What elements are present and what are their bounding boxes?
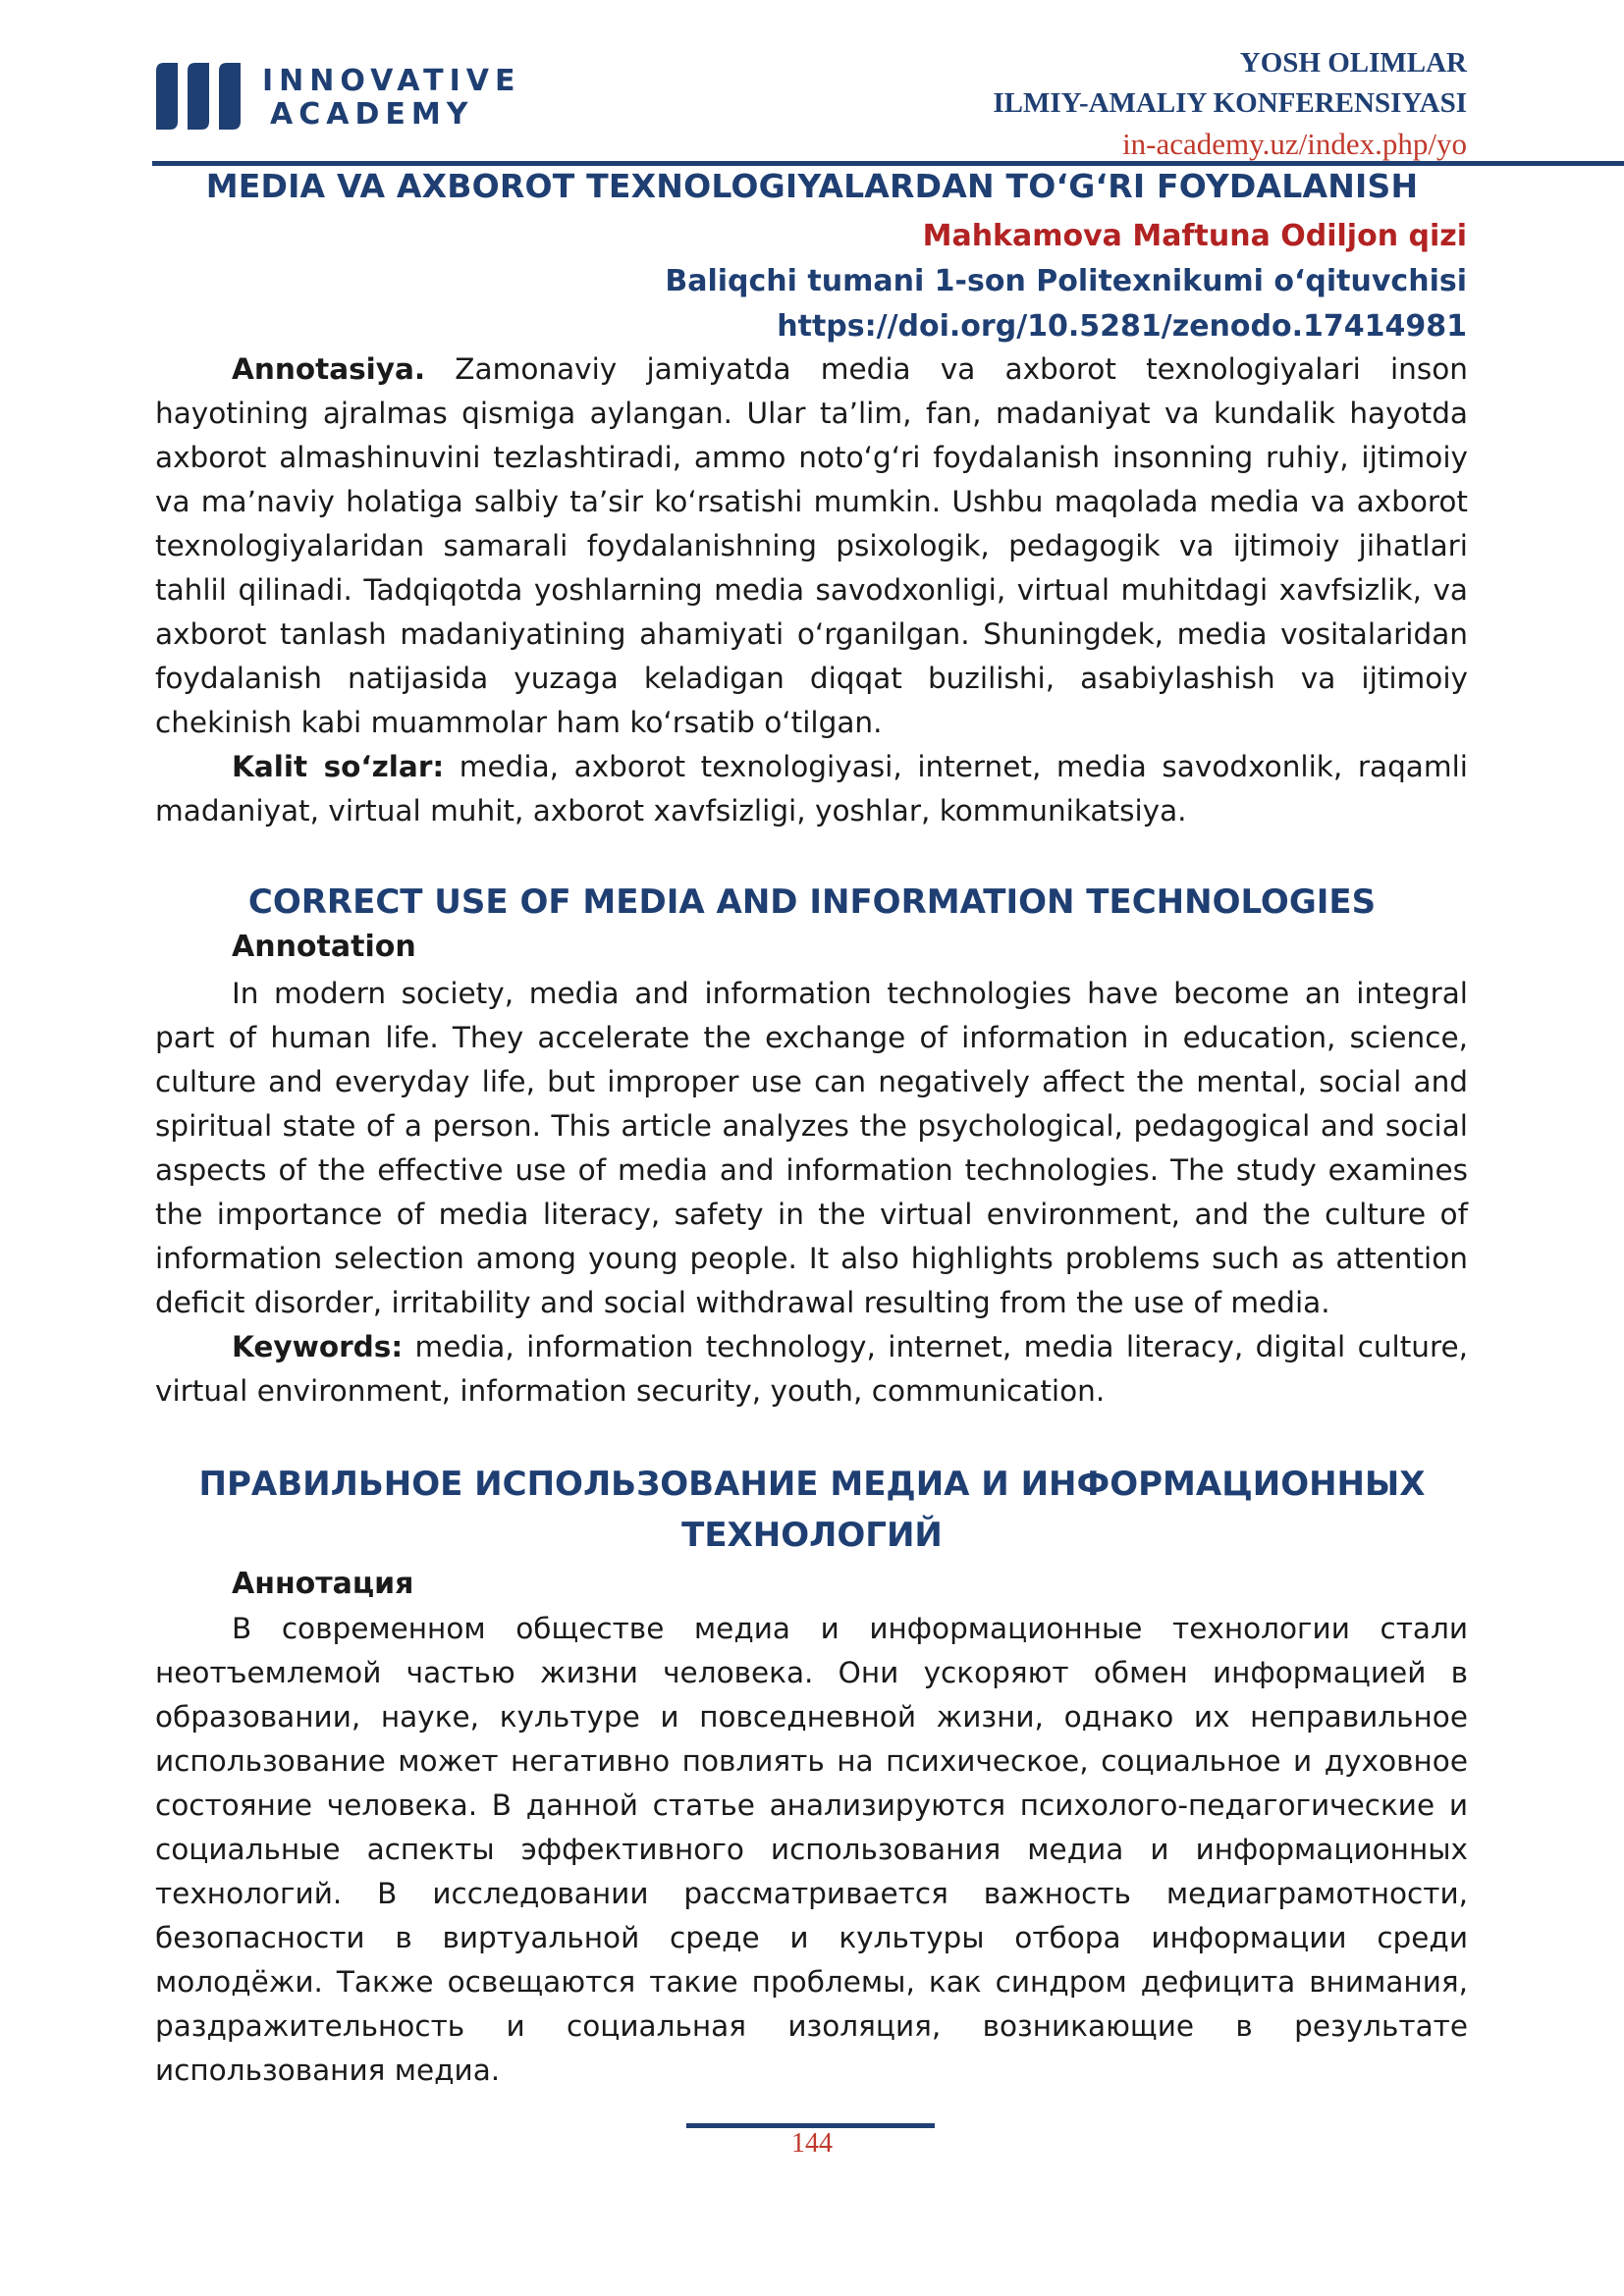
logo-line-1: INNOVATIVE [262, 64, 521, 98]
en-annotation-block [155, 972, 1468, 1414]
logo-line-2: ACADEMY [270, 97, 474, 132]
author-block [665, 214, 1467, 349]
uz-keywords-label: Kalit so‘zlar: [232, 750, 445, 783]
russian-title-line-1: ПРАВИЛЬНОЕ ИСПОЛЬЗОВАНИЕ МЕДИА И ИНФОРМАЦИОННЫХ [198, 1465, 1426, 1504]
en-keywords-label: Keywords: [232, 1330, 404, 1363]
english-annotation-heading: Annotation [232, 930, 416, 964]
conference-line-1: YOSH OLIMLAR [1239, 47, 1467, 79]
page-number: 144 [791, 2128, 833, 2159]
ru-annotation-paragraph: В современном обществе медиа и информационные технологии стали неотъемлемой частью жизни человека. Они ускоряют обмен информацией в образовании, науке, культуре и повседневной жизни, однако их неправильное использование может негативно повлиять на психическое, социальное и духовное состояние человека. В данной статье анализируются психолого-педагогические и социальные аспекты эффективного использования медиа и информационных технологий. В исследовании рассматривается важность медиаграмотности, безопасности в виртуальной среде и культуры отбора информации среди молодёжи. Также освещаются такие проблемы, как синдром дефицита внимания, раздражительность и социальная изоляция, возникающие в результате использования медиа. [155, 1612, 1468, 2087]
en-keywords-paragraph [155, 1325, 1468, 1414]
uz-annotation-label: Annotasiya. [232, 352, 426, 386]
russian-title-line-2: ТЕХНОЛОГИЙ [681, 1516, 943, 1555]
article-title-uz: MEDIA VA AXBOROT TEXNOLOGIYALARDAN TO‘G‘RI FOYDALANISH [205, 167, 1419, 205]
russian-annotation-heading: Аннотация [232, 1567, 414, 1601]
uz-annotation-text: Zamonaviy jamiyatda media va axborot texnologiyalari inson hayotining ajralmas qismiga aylangan. Ular ta’lim, fan, madaniyat va kundalik hayotda axborot almashinuvini tezlashtiradi, ammo noto‘g‘ri foydalanish insonning ruhiy, ijtimoiy va ma’naviy holatiga salbiy ta’sir ko‘rsatishi mumkin. Ushbu maqolada media va axborot texnologiyalaridan samarali foydalanishning psixologik, pedagogik va ijtimoiy jihatlari tahlil qilinadi. Tadqiqotda yoshlarning media savodxonligi, virtual muhitdagi xavfsizlik, va axborot tanlash madaniyatining ahamiyati o‘rganilgan. Shuningdek, media vositalaridan foydalanish natijasida yuzaga keladigan diqqat buzilishi, asabiylashish va ijtimoiy chekinish kabi muammolar ham ko‘rsatib o‘tilgan. [155, 352, 1468, 739]
english-title: CORRECT USE OF MEDIA AND INFORMATION TECHNOLOGIES [247, 882, 1377, 922]
doi-link[interactable]: https://doi.org/10.5281/zenodo.17414981 [777, 309, 1467, 344]
russian-title [0, 1459, 1624, 1561]
academy-logo [152, 57, 521, 135]
author-affiliation: Baliqchi tumani 1-son Politexnikumi o‘qituvchisi [665, 264, 1467, 298]
uz-annotation-block [155, 347, 1468, 833]
uz-keywords-text: media, axborot texnologiyasi, internet, media savodxonlik, raqamli madaniyat, virtual muhit, axborot xavfsizligi, yoshlar, kommunikatsiya. [155, 750, 1468, 828]
en-annotation-paragraph: In modern society, media and information technologies have become an integral part of human life. They accelerate the exchange of information in education, science, culture and everyday life, but improper use can negatively affect the mental, social and spiritual state of a person. This article analyzes the psychological, pedagogical and social aspects of the effective use of media and information technologies. The study examines the importance of media literacy, safety in the virtual environment, and the culture of information selection among young people. It also highlights problems such as attention deficit disorder, irritability and social withdrawal resulting from the use of media. [155, 977, 1468, 1319]
logo-wordmark [262, 65, 520, 132]
header-divider [152, 161, 1624, 166]
logo-icon [152, 61, 250, 132]
journal-url-link[interactable]: in-academy.uz/index.php/yo [1122, 127, 1467, 161]
conference-line-2: ILMIY-AMALIY KONFERENSIYASI [993, 87, 1467, 119]
en-keywords-text: media, information technology, internet, media literacy, digital culture, virtual environment, information security, youth, communication. [155, 1330, 1468, 1408]
author-name: Mahkamova Maftuna Odiljon qizi [922, 219, 1467, 253]
ru-annotation-block [155, 1607, 1468, 2093]
uz-keywords-paragraph [155, 745, 1468, 833]
uz-annotation-paragraph [155, 347, 1468, 745]
conference-header [993, 43, 1467, 164]
